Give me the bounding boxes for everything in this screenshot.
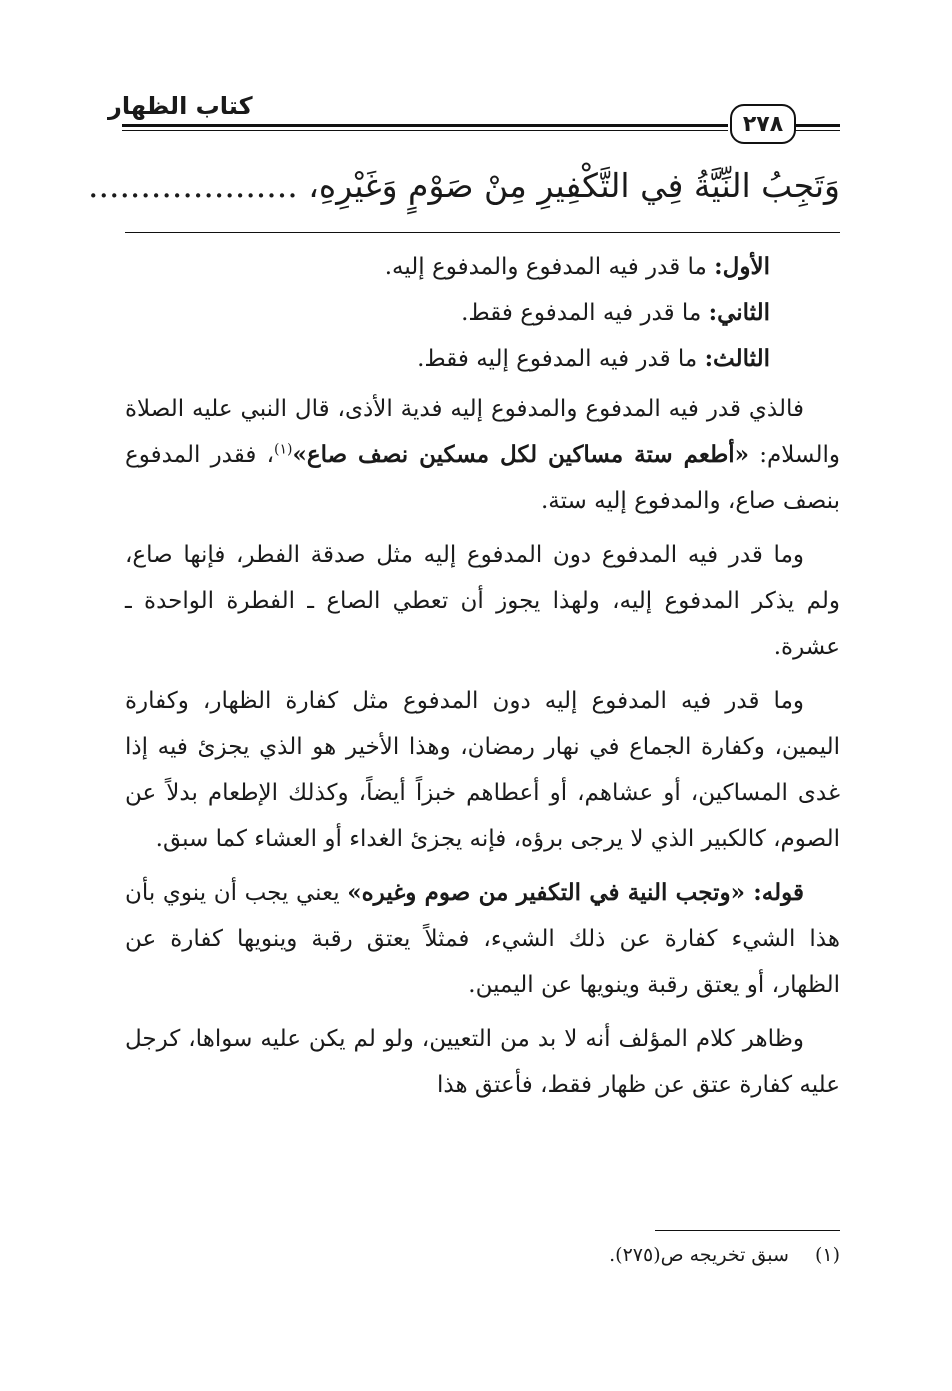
qawluhu-label: قوله: «وتجب النية في التكفير من صوم وغيره» — [347, 879, 804, 906]
footnote — [400, 1240, 840, 1270]
footnote-number: (١) — [814, 1244, 840, 1266]
item-text: ما قدر فيه المدفوع والمدفوع إليه. — [384, 254, 715, 280]
footnote-divider — [655, 1230, 840, 1231]
item-text: ما قدر فيه المدفوع إليه فقط. — [417, 346, 705, 372]
paragraph: وما قدر فيه المدفوع دون المدفوع إليه مثل صدقة الفطر، فإنها صاع، ولم يذكر المدفوع إليه، ولهذا يجوز أن تعطي الصاع ـ الفطرة الواحدة ـ عشرة. — [125, 542, 840, 660]
list-item — [125, 290, 840, 336]
footnote-ref[interactable]: (١) — [274, 441, 293, 458]
paragraph: وظاهر كلام المؤلف أنه لا بد من التعيين، ولو لم يكن عليه سواها، كرجل عليه كفارة عتق عن ظهار فقط، فأعتق هذا — [125, 1026, 840, 1098]
footnote-text: سبق تخريجه ص(٢٧٥). — [609, 1244, 789, 1266]
list-item — [125, 336, 840, 382]
page-number: ٢٧٨ — [730, 104, 796, 144]
paragraph-text: يعني يجب أن ينوي بأن هذا الشيء كفارة عن ذلك الشيء، فمثلاً يعتق رقبة وينويها كفارة عن الظهار، أو يعتق رقبة وينويها عن اليمين. — [125, 880, 840, 998]
hadith-quote: «أطعم ستة مساكين لكل مسكين نصف صاع» — [292, 441, 750, 468]
header-rule-thin — [122, 130, 728, 131]
list-item — [125, 244, 840, 290]
header-rule — [795, 124, 840, 127]
item-label: الأول: — [714, 253, 770, 280]
paragraph — [125, 386, 840, 524]
paragraph — [125, 870, 840, 1008]
item-label: الثالث: — [704, 345, 770, 372]
matn-text: وَتَجِبُ النِّيَّةُ فِي التَّكْفِيرِ مِنْ صَوْمٍ وَغَيْرِهِ، .................... — [87, 166, 840, 205]
book-title: كتاب الظهار — [108, 92, 253, 120]
paragraph-text: ، فقدر المدفوع بنصف صاع، والمدفوع إليه ستة. — [125, 442, 840, 514]
paragraph: وما قدر فيه المدفوع إليه دون المدفوع مثل كفارة الظهار، وكفارة اليمين، وكفارة الجماع في نهار رمضان، وهذا الأخير هو الذي يجزئ فيه إذا غدى المساكين، أو عشاهم، أو أعطاهم خبزاً أيضاً، وكذلك الإطعام بدلاً عن الصوم، كالكبير الذي لا يرجى برؤه، فإنه يجزئ الغداء أو العشاء كما سبق. — [125, 688, 840, 852]
header-rule-thin — [795, 130, 840, 131]
item-label: الثاني: — [708, 299, 770, 326]
paragraph-text: فالذي قدر فيه المدفوع والمدفوع إليه فدية الأذى، قال النبي عليه الصلاة والسلام: — [125, 396, 841, 468]
header-rule — [122, 124, 728, 127]
item-text: ما قدر فيه المدفوع فقط. — [461, 300, 709, 326]
matn-divider — [125, 232, 840, 233]
commentary-body — [125, 244, 840, 1116]
